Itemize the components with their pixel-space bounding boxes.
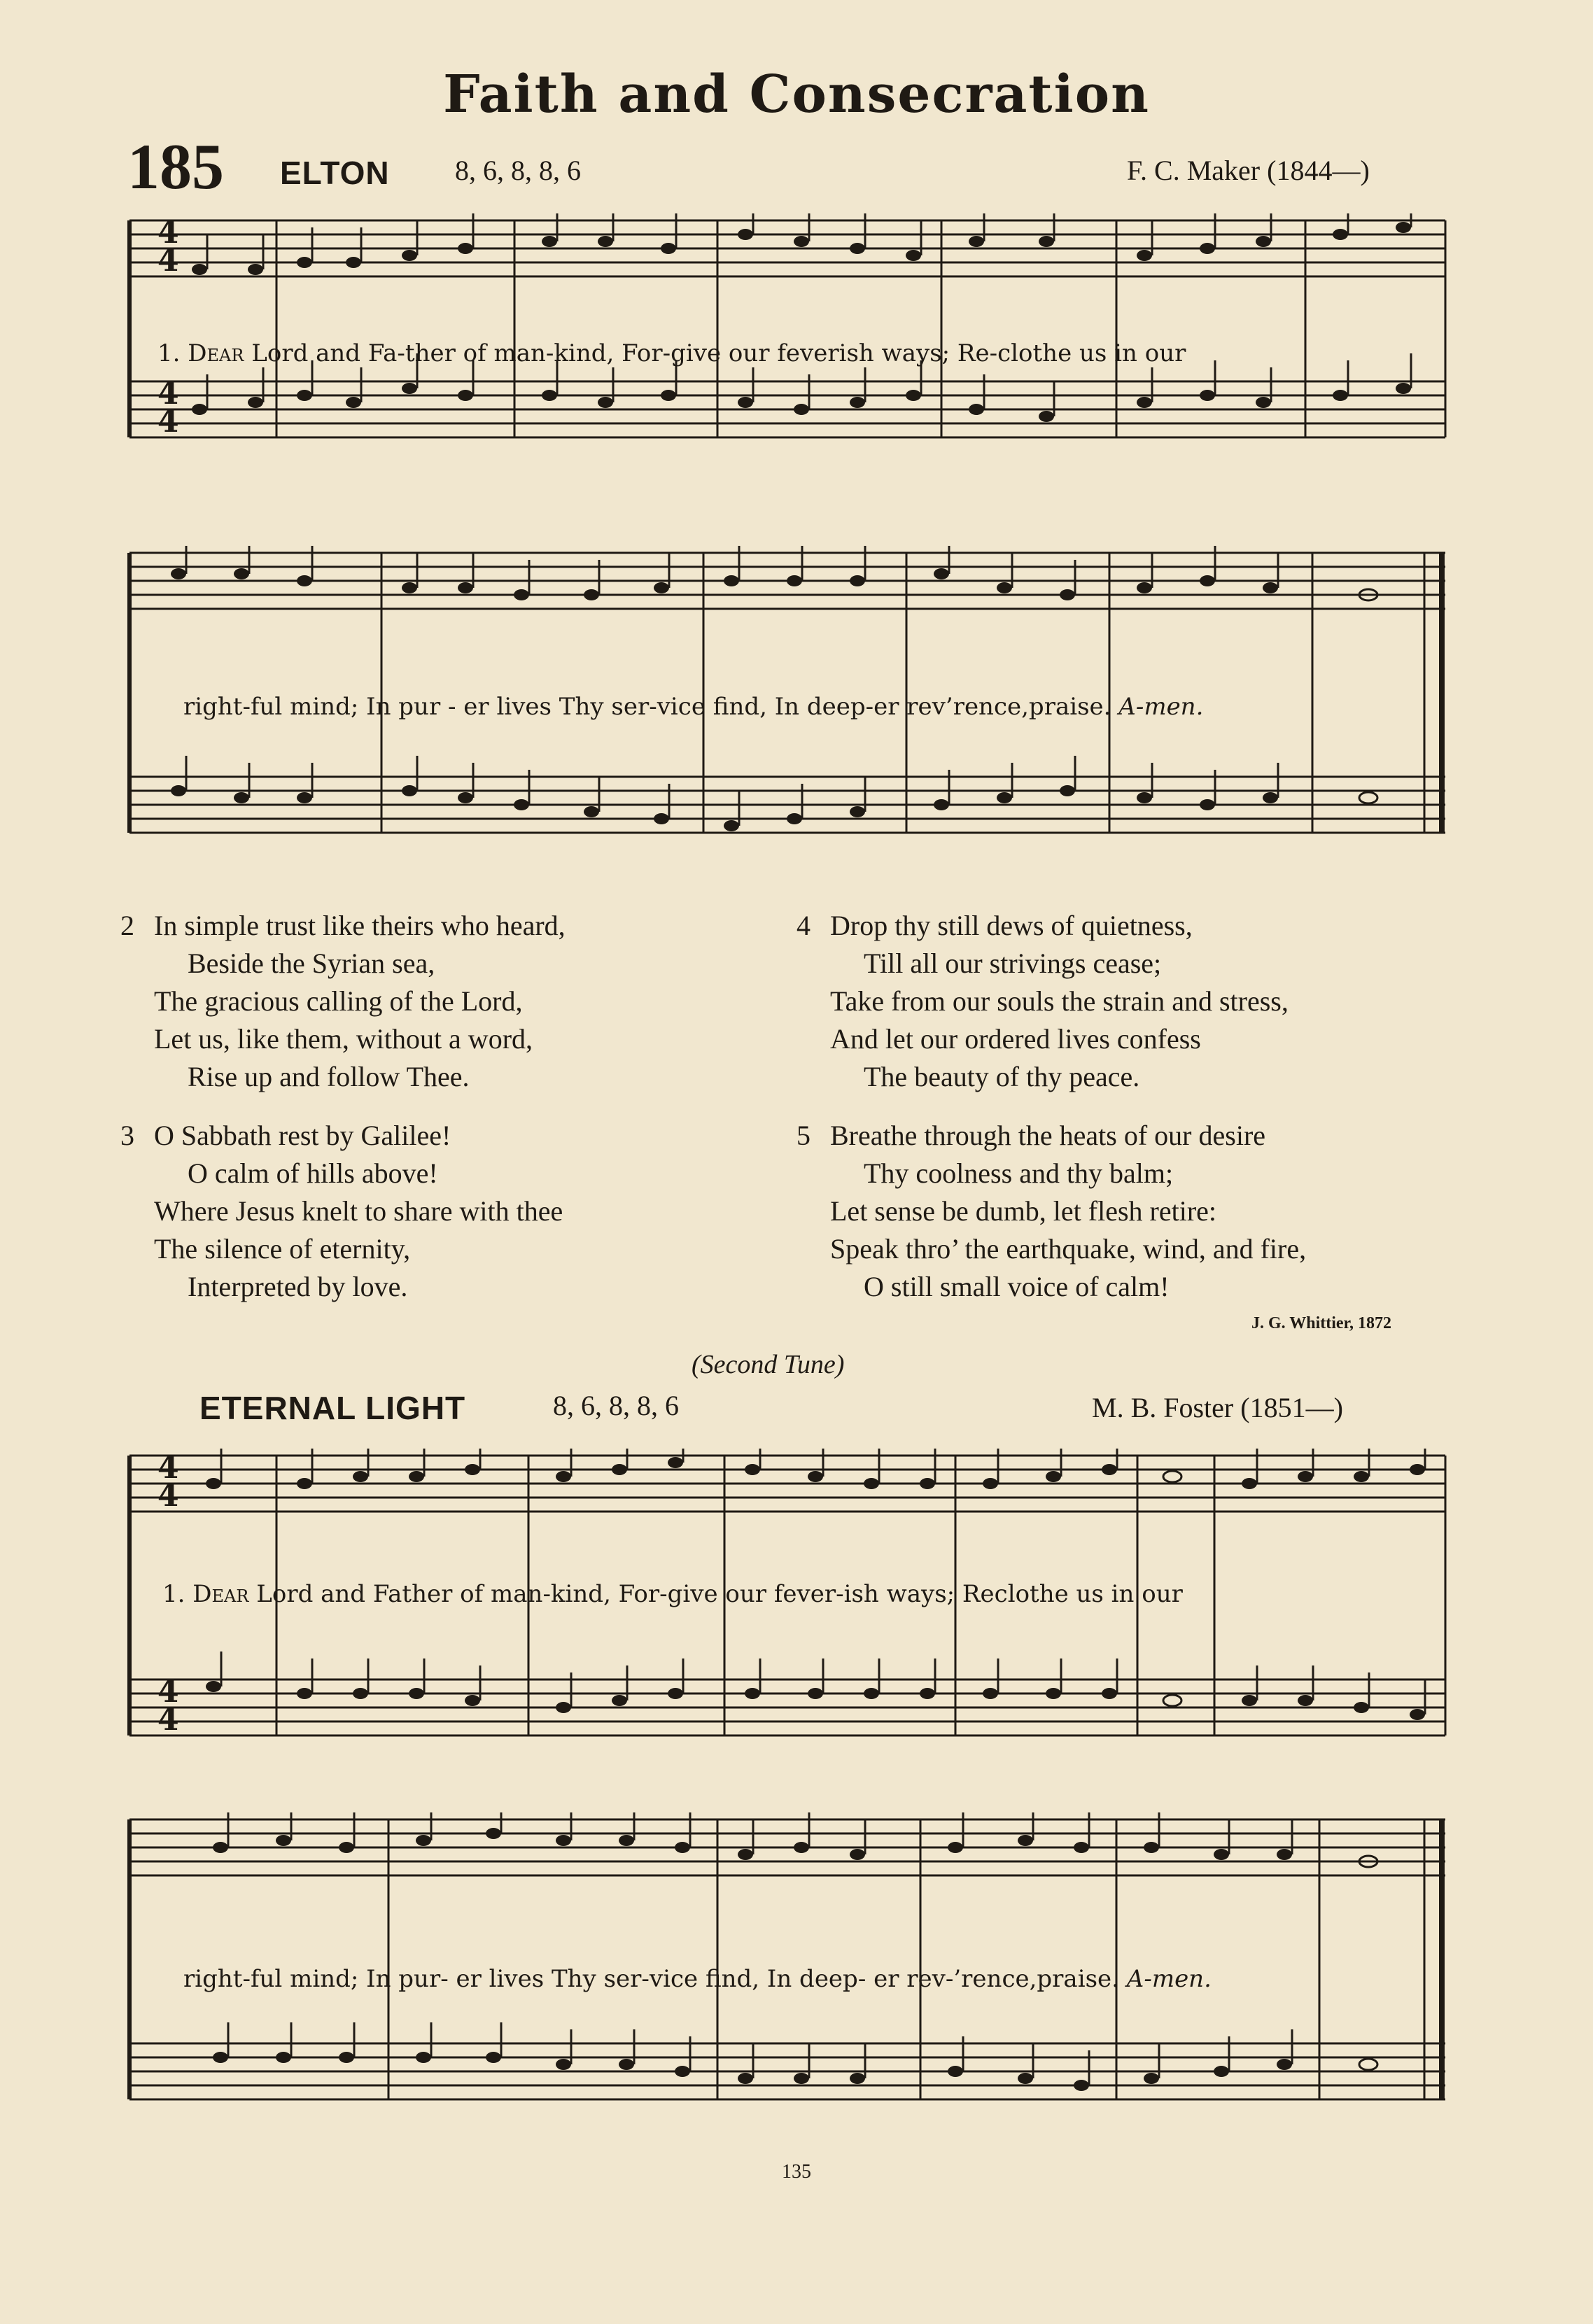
stanza-number: 3 — [120, 1120, 134, 1151]
stanza-line: O Sabbath rest by Galilee! — [154, 1120, 451, 1151]
lyric-text: right-ful mind; In pur- er lives Thy ser-vice find, In deep- er rev-’rence,praise. — [183, 1965, 1119, 1993]
stanza-line: Beside the Syrian sea, — [188, 948, 435, 979]
verse-number: 1. — [162, 1580, 185, 1608]
stanza-line: The beauty of thy peace. — [864, 1061, 1140, 1092]
stanza-line: Till all our strivings cease; — [864, 948, 1162, 979]
svg-text:4: 4 — [157, 1450, 179, 1486]
tune-name-eternal-light: ETERNAL LIGHT — [199, 1390, 466, 1426]
stanza-3 — [120, 1117, 563, 1306]
hymn-number: 185 — [127, 131, 224, 202]
stanza-2 — [120, 907, 566, 1096]
text-author: J. G. Whittier, 1872 — [1251, 1314, 1392, 1332]
lyric-line-3 — [162, 1580, 1183, 1608]
svg-text:4: 4 — [157, 1674, 179, 1710]
lyric-line-2 — [183, 693, 1203, 721]
lyric-amen: A-men. — [1118, 693, 1204, 721]
svg-text:4: 4 — [157, 243, 179, 279]
stanza-5 — [796, 1117, 1307, 1306]
stanza-line: Where Jesus knelt to share with thee — [154, 1195, 563, 1227]
staff-notation-3 — [115, 1449, 1456, 1770]
stanza-line: Interpreted by love. — [188, 1271, 408, 1302]
section-title: Faith and Consecration — [443, 64, 1150, 125]
stanza-line: O still small voice of calm! — [864, 1271, 1170, 1302]
second-tune-label: (Second Tune) — [692, 1350, 845, 1379]
svg-text:4: 4 — [157, 404, 179, 439]
stanza-line: The gracious calling of the Lord, — [154, 985, 523, 1017]
tune-name-elton: ELTON — [280, 155, 390, 191]
stanza-4 — [796, 907, 1289, 1096]
stanza-line: Take from our souls the strain and stress, — [830, 985, 1289, 1017]
stanza-number: 2 — [120, 910, 134, 941]
stanza-line: Breathe through the heats of our desire — [830, 1120, 1266, 1151]
svg-text:4: 4 — [157, 1702, 179, 1738]
composer-eternal-light: M. B. Foster (1851—) — [1092, 1392, 1343, 1423]
lyric-line-1 — [157, 339, 1186, 367]
stanza-line: Thy coolness and thy balm; — [864, 1157, 1174, 1189]
lyric-rest: Lord and Father of man-kind, For-give our fever-ish ways; Reclothe us in our — [256, 1580, 1183, 1608]
stanza-line: The silence of eternity, — [154, 1233, 411, 1265]
stanza-number: 4 — [796, 910, 810, 941]
lyric-rest: Lord and Fa-ther of man-kind, For-give our feverish ways; Re-clothe us in our — [251, 339, 1186, 367]
composer-elton: F. C. Maker (1844—) — [1127, 155, 1370, 186]
stanza-line: Drop thy still dews of quietness, — [830, 910, 1193, 941]
stanza-number: 5 — [796, 1120, 810, 1151]
stanza-line: Let us, like them, without a word, — [154, 1023, 533, 1055]
stanza-line: In simple trust like theirs who heard, — [154, 910, 566, 941]
verse-number: 1. — [157, 339, 181, 367]
lyric-first-word: Dear — [188, 339, 244, 367]
stanza-line: Let sense be dumb, let flesh retire: — [830, 1195, 1217, 1227]
svg-text:4: 4 — [157, 1478, 179, 1514]
tune-meter-eternal-light: 8, 6, 8, 8, 6 — [553, 1390, 679, 1421]
stanza-line: Rise up and follow Thee. — [188, 1061, 470, 1092]
tune-meter-elton: 8, 6, 8, 8, 6 — [455, 155, 581, 186]
page-number: 135 — [782, 2161, 811, 2183]
score-system-3 — [115, 1449, 1456, 1770]
stanza-line: Speak thro’ the earthquake, wind, and fire, — [830, 1233, 1307, 1265]
svg-text:4: 4 — [157, 376, 179, 411]
lyric-text: right-ful mind; In pur - er lives Thy ser-vice find, In deep-er rev’rence,praise. — [183, 693, 1111, 721]
svg-text:4: 4 — [157, 215, 179, 251]
lyric-first-word: Dear — [192, 1580, 249, 1608]
stanza-line: And let our ordered lives confess — [830, 1023, 1201, 1055]
lyric-line-4 — [183, 1965, 1212, 1993]
lyric-amen: A-men. — [1126, 1965, 1212, 1993]
stanza-line: O calm of hills above! — [188, 1157, 438, 1189]
